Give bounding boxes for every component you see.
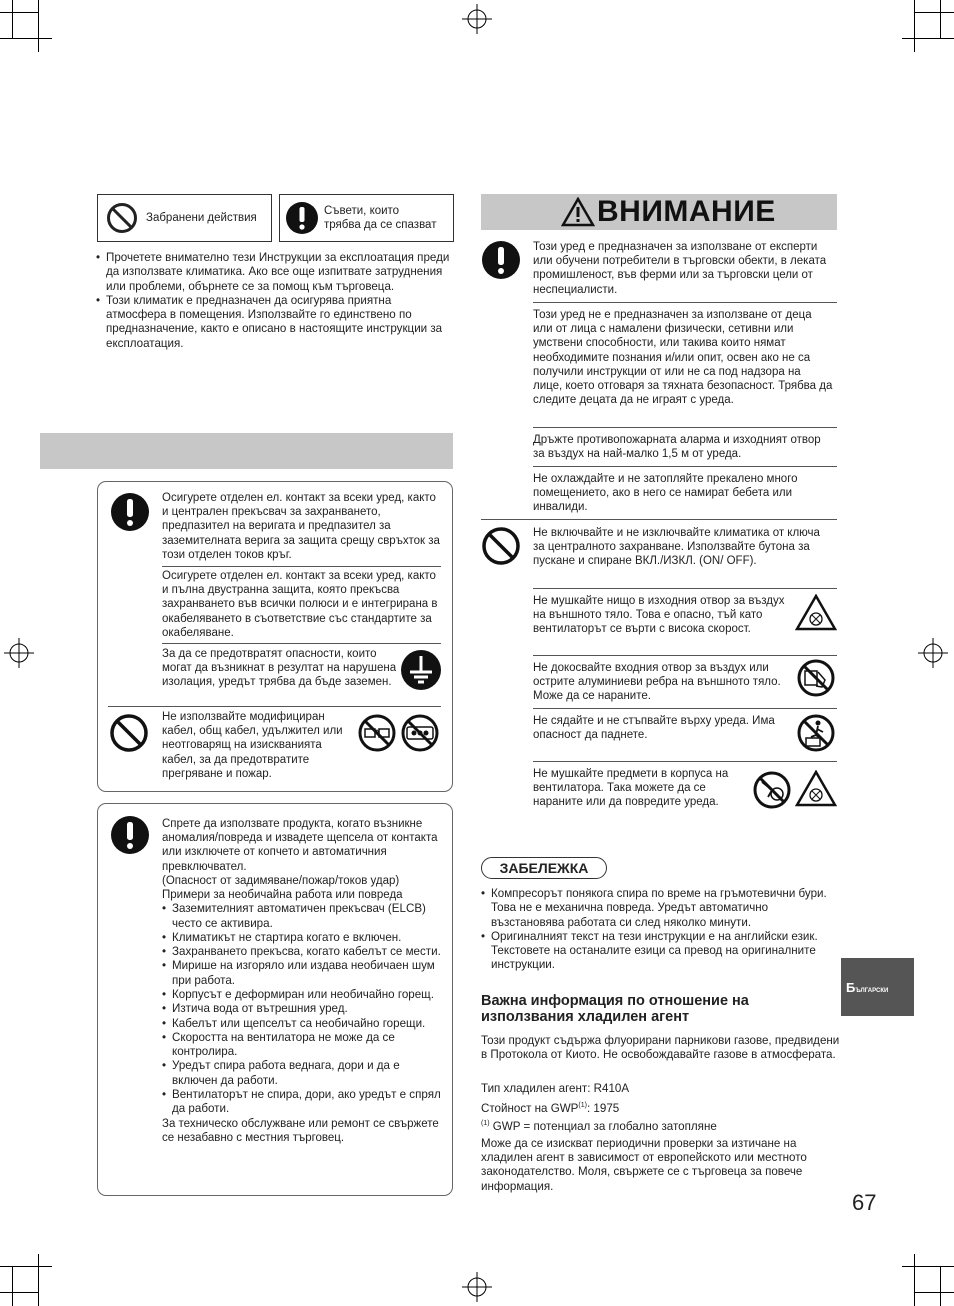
crop-mark — [38, 1254, 39, 1306]
page-number: 67 — [852, 1190, 877, 1215]
crop-mark — [914, 1254, 915, 1306]
footnote-marker: (1) — [481, 1120, 490, 1127]
caution-title: ВНИМАНИЕ — [597, 195, 776, 228]
mandatory-icon — [110, 815, 150, 855]
crop-mark — [38, 0, 39, 52]
gwp-value: : 1975 — [586, 1101, 620, 1115]
fan-hazard-icon — [795, 594, 837, 632]
list-item: • Корпусът е деформиран или необичайно горещ. — [162, 988, 444, 1002]
mandatory-icon — [481, 240, 521, 280]
crop-mark — [914, 0, 915, 52]
caution-row-4: Не охлаждайте и не затопляйте прекалено много помещението, ако в него се намират бебета или инвалиди. — [533, 473, 798, 514]
list-item: • Скоростта на вентилатора не може да се контролира. — [162, 1031, 444, 1060]
malfunction-list — [162, 902, 444, 1116]
crop-mark — [914, 1292, 954, 1293]
divider — [108, 706, 441, 707]
caution-row-3: Дръжте противопожарната аларма и изходният отвор за въздух на най-малко 1,5 м от уреда. — [533, 434, 821, 461]
refrigerant-paragraph-2: Може да се изискват периодични проверки за изтичане на хладилен агент в зависимост от европейското или местното законодателство. Моля, свържете се с търговеца за повече информация. — [481, 1137, 807, 1193]
crop-mark — [0, 1292, 38, 1293]
divider — [162, 643, 441, 644]
intro-list — [96, 251, 454, 351]
divider — [162, 566, 441, 567]
caution-row-6: Не мушкайте нищо в изходния отвор за въздух на външното тяло. Това е опасно, тъй като вентилаторът се върти с висока скорост. — [533, 595, 785, 636]
divider — [533, 655, 837, 656]
prohibition-icon — [481, 526, 521, 566]
divider — [533, 761, 837, 762]
list-item: • Вентилаторът не спира, дори, ако уредът е спрял да работи. — [162, 1088, 444, 1117]
list-item: • Захранването прекъсва, когато кабелът се мести. — [162, 945, 444, 959]
divider — [533, 302, 837, 303]
no-multi-socket-icon — [400, 713, 440, 753]
no-stepping-icon — [796, 713, 836, 753]
registration-mark-icon — [918, 638, 948, 668]
panel1-row-3: За да се предотвратят опасности, които могат да възникнат в резултат на нарушена изолация, уредът трябва да бъде заземен. — [162, 648, 397, 689]
panel1-row-4: Не използвайте модифициран кабел, общ кабел, удължител или неотговарящ на изискванията кабел, за да предотвратите прегряване и пожар. — [162, 711, 343, 780]
panel2-intro-text: Спрете да използвате продукта, когато възникне аномалия/повреда и извадете щепсела от контакта или изключете от копчето и автоматичния превключвател. — [162, 818, 438, 873]
caution-row-7: Не докосвайте входния отвор за въздух или острите алуминиеви ребра на външното тяло. Може да се нараните. — [533, 662, 781, 703]
list-item: • Прочетете внимателно тези Инструкции за експлоатация преди да използвате климатика. Ако все още изпитвате затруднения или проблеми, обърнете се за помощ към търговеца. — [96, 251, 454, 294]
refrigerant-gwp — [481, 1099, 841, 1116]
caution-row-9: Не мушкайте предмети в корпуса на вентилатора. Така можете да се нараните или да повредите уреда. — [533, 768, 729, 809]
note-list — [481, 887, 839, 973]
registration-mark-icon — [462, 1272, 492, 1302]
gwp-footnote-ref: (1) — [578, 1102, 587, 1109]
legend-advice — [279, 194, 454, 242]
divider — [533, 708, 837, 709]
ground-icon — [400, 649, 442, 691]
section-band — [40, 433, 453, 469]
legend-prohibited — [97, 194, 272, 242]
crop-mark — [0, 38, 52, 39]
warning-triangle-icon — [561, 197, 595, 227]
mandatory-icon — [285, 201, 319, 235]
legend-advice-label-1: Съвети, които — [324, 205, 400, 217]
caution-row-1: Този уред е предназначен за използване от експерти или обучени потребители в търговски обекти, в леката промишленост, във ферми или за търговски цели от неспециалисти. — [533, 241, 827, 296]
refrigerant-paragraph-1: Този продукт съдържа флуорирани парникови газове, предвидени в Протокола от Киото. Не освобождавайте газове в атмосферата. — [481, 1034, 840, 1062]
crop-mark — [0, 12, 38, 13]
crop-mark — [914, 12, 954, 13]
list-item: • Изтича вода от вътрешния уред. — [162, 1002, 444, 1016]
language-tab-initial: Б — [846, 980, 856, 995]
divider — [481, 519, 837, 520]
registration-mark-icon — [462, 4, 492, 34]
refrigerant-footnote — [481, 1117, 841, 1134]
panel2-hazard-text: (Опасност от задимяване/пожар/токов удар) — [162, 874, 400, 887]
caution-row-5: Не включвайте и не изключвайте климатика от ключа за централното захранване. Използвайте бутона за пускане и спиране ВКЛ./ИЗКЛ. (ON/ OFF). — [533, 527, 820, 568]
language-tab — [841, 958, 914, 1016]
divider — [533, 466, 837, 467]
caution-header — [481, 194, 837, 230]
prohibition-icon — [109, 713, 149, 753]
list-item: • Оригиналният текст на тези инструкции е на английски език. Текстовете на останалите езици са превод на оригиналните инструкции. — [481, 930, 839, 973]
gwp-label: Стойност на GWP — [481, 1101, 579, 1115]
crop-mark — [940, 0, 941, 38]
list-item: • Кабелът или щепселът са необичайно горещи. — [162, 1017, 444, 1031]
legend-prohibited-label: Забранени действия — [146, 212, 257, 224]
crop-mark — [940, 1266, 941, 1306]
legend-advice-label-2: трябва да се спазват — [324, 219, 437, 231]
list-item: • Уредът спира работа веднага, дори и да е включен да работи. — [162, 1059, 444, 1088]
panel1-row-1: Осигурете отделен ел. контакт за всеки уред, както и централен прекъсвач за захранването, предпазител на веригата и предпазител за заземителната верига за защита срещу свръхток за този отделен токов кръг. — [162, 492, 440, 561]
panel2-examples-heading: Примери за необичайна работа или повреда — [162, 889, 403, 902]
caution-row-2: Този уред не е предназначен за използване от деца или от лица с намалени физически, сетивни или умствени способности, или такива които нямат необходимите познания и/или опит, освен ако не са получили инструкции от или не са под надзора на лице, което отговаря за тяхната безопасност. Трябва да следите децата да не играят с уреда. — [533, 309, 833, 407]
footnote-text: GWP = потенциал за глобално затопляне — [489, 1119, 717, 1133]
no-extension-cable-icon — [357, 713, 397, 753]
fan-hazard-icon — [795, 770, 837, 808]
crop-mark — [0, 1266, 52, 1267]
no-touch-fins-icon — [796, 658, 836, 698]
crop-mark — [902, 1266, 954, 1267]
panel2-intro — [162, 817, 444, 1145]
caution-row-8: Не сядайте и не стъпвайте върху уреда. Има опасност да паднете. — [533, 715, 775, 742]
refrigerant-type: Тип хладилен агент: R410A — [481, 1082, 630, 1095]
panel1-row-2: Осигурете отделен ел. контакт за всеки уред, както и пълна двустранна защита, която прекъсва захранването във всички полюси и е интегрирана в окабеляването в съответствие със стандартите за окабеляване. — [162, 570, 438, 639]
list-item: • Климатикът не стартира когато е включен. — [162, 931, 444, 945]
list-item: • Този климатик е предназначен да осигурява приятна атмосфера в помещения. Използвайте го единствено по предназначение, както е описано в настоящите инструкции за експлоатация. — [96, 294, 454, 351]
panel2-outro-text: За техническо обслужване или ремонт се свържете се незабавно с местния търговец. — [162, 1117, 439, 1144]
divider — [533, 588, 837, 589]
language-tab-rest: ЪЛГАРСКИ — [855, 988, 889, 994]
crop-mark — [902, 38, 954, 39]
no-insert-objects-icon — [752, 770, 792, 810]
crop-mark — [12, 1266, 13, 1306]
registration-mark-icon — [4, 638, 34, 668]
list-item: • Мирише на изгоряло или издава необичаен шум при работа. — [162, 959, 444, 988]
list-item: • Компресорът понякога спира по време на гръмотевични бури. Това не е механична повреда. Уредът автоматично възстановява работата си след няколко минути. — [481, 887, 839, 930]
prohibition-icon — [106, 202, 138, 234]
refrigerant-heading: Важна информация по отношение на използвания хладилен агент — [481, 993, 749, 1025]
mandatory-icon — [110, 492, 150, 532]
divider — [533, 427, 837, 428]
list-item: • Заземителният автоматичен прекъсвач (ELCB) често се активира. — [162, 902, 444, 931]
note-label: ЗАБЕЛЕЖКА — [481, 857, 607, 879]
crop-mark — [12, 0, 13, 38]
